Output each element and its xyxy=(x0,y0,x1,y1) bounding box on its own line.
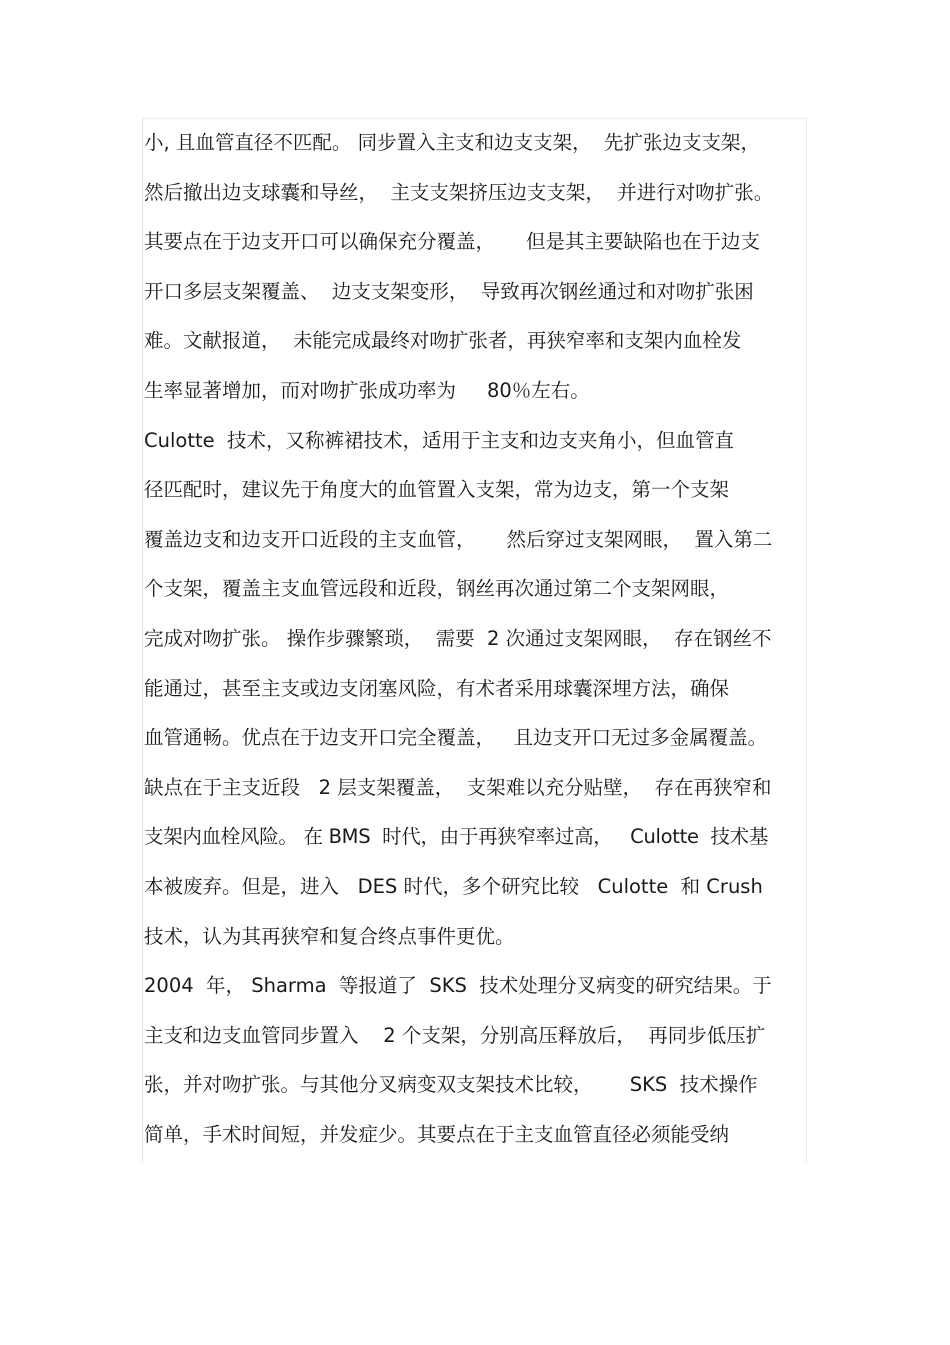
text-line: 小, 且血管直径不匹配。 同步置入主支和边支支架， 先扩张边支支架， xyxy=(144,131,760,154)
text-line: 能通过，甚至主支或边支闭塞风险，有术者采用球囊深埋方法，确保 xyxy=(144,676,730,700)
text-line: 完成对吻扩张。 操作步骤繁琐， 需要 2 次通过支架网眼， 存在钢丝不 xyxy=(144,626,772,650)
text-line: 难。文献报道， 未能完成最终对吻扩张者，再狭窄率和支架内血栓发 xyxy=(144,329,742,353)
text-line: 然后撤出边支球囊和导丝， 主支支架挤压边支支架， 并进行对吻扩张。 xyxy=(144,180,774,204)
document-body xyxy=(144,118,808,1159)
text-line: 支架内血栓风险。 在 BMS 时代，由于再狭窄率过高， Culotte 技术基 xyxy=(144,825,769,849)
text-line: 生率显著增加，而对吻扩张成功率为 80％左右。 xyxy=(144,378,590,402)
text-line: 开口多层支架覆盖、 边支支架变形， 导致再次钢丝通过和对吻扩张困 xyxy=(144,279,754,303)
text-line: 个支架，覆盖主支血管远段和近段，钢丝再次通过第二个支架网眼， xyxy=(144,577,730,601)
text-line: 2004 年， Sharma 等报道了 SKS 技术处理分叉病变的研究结果。于 xyxy=(144,974,772,998)
text-line: 其要点在于边支开口可以确保充分覆盖， 但是其主要缺陷也在于边支 xyxy=(144,230,760,254)
text-line: Culotte 技术，又称裤裙技术，适用于主支和边支夹角小，但血管直 xyxy=(144,428,735,452)
text-line: 本被废弃。但是，进入 DES 时代，多个研究比较 Culotte 和 Crush xyxy=(144,874,763,898)
text-line: 技术，认为其再狭窄和复合终点事件更优。 xyxy=(144,924,515,948)
text-line: 血管通畅。优点在于边支开口完全覆盖， 且边支开口无过多金属覆盖。 xyxy=(144,726,768,750)
text-line: 主支和边支血管同步置入 2 个支架，分别高压释放后， 再同步低压扩 xyxy=(144,1023,766,1047)
text-line: 覆盖边支和边支开口近段的主支血管， 然后穿过支架网眼， 置入第二 xyxy=(144,527,773,551)
text-line: 张，并对吻扩张。与其他分叉病变双支架技术比较， SKS 技术操作 xyxy=(144,1073,758,1097)
text-line: 简单，手术时间短，并发症少。其要点在于主支血管直径必须能受纳 xyxy=(144,1122,730,1146)
text-line: 径匹配时，建议先于角度大的血管置入支架，常为边支，第一个支架 xyxy=(144,478,730,502)
text-line: 缺点在于主支近段 2 层支架覆盖， 支架难以充分贴壁， 存在再狭窄和 xyxy=(144,775,772,799)
